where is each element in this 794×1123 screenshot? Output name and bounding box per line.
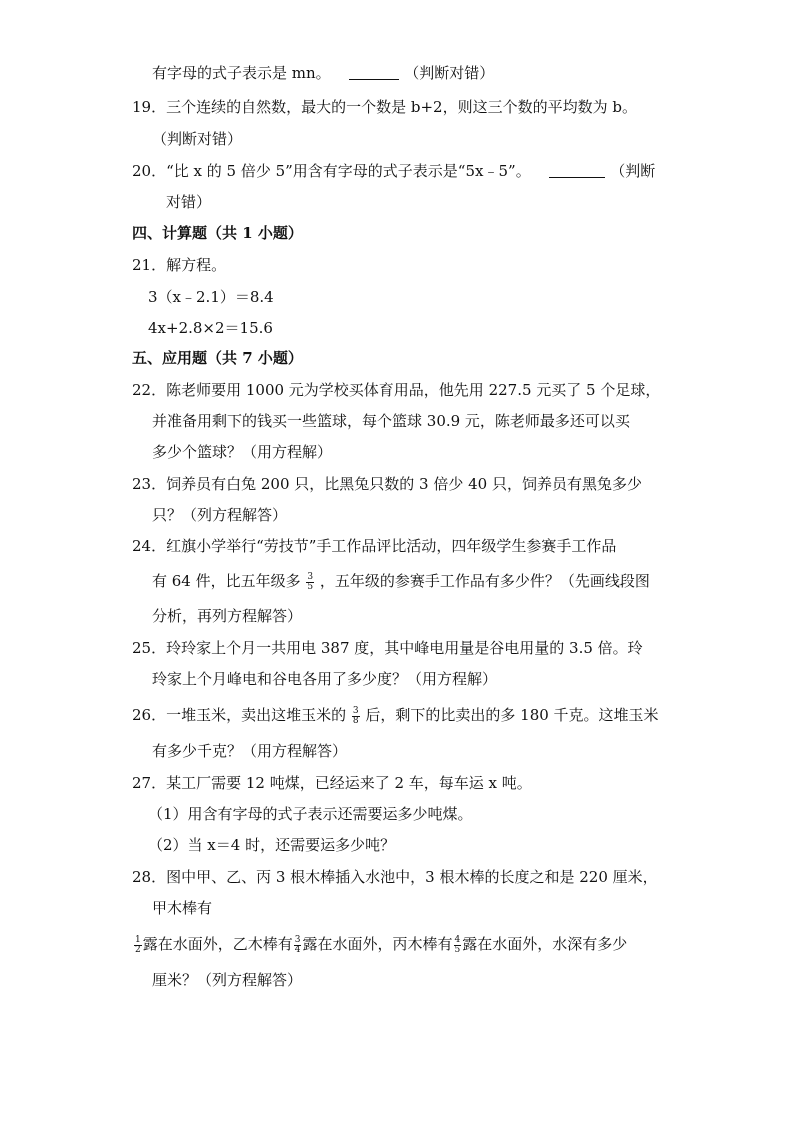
q25-line-2: 玲家上个月峰电和谷电各用了多少度？（用方程解） [152, 670, 498, 688]
q18-text: 有字母的式子表示是 mn。 [152, 64, 331, 82]
q23-line-1: 23．饲养员有白兔 200 只，比黑兔只数的 3 倍少 40 只，饲养员有黑兔多少 [132, 475, 642, 493]
q28-line-4: 厘米？（列方程解答） [152, 971, 303, 989]
q22-line-1: 22．陈老师要用 1000 元为学校买体育用品，他先用 227.5 元买了 5 个足球， [132, 381, 661, 399]
q28-text-a: 露在水面外，乙木棒有 [142, 935, 293, 953]
equation-1: 3（x﹣2.1）＝8.4 [148, 288, 274, 306]
q21-line: 21．解方程。 [132, 256, 227, 274]
fraction-denominator: 2 [135, 944, 141, 955]
q27-part-1: （1）用含有字母的式子表示还需要运多少吨煤。 [148, 805, 473, 823]
q28-text-b: 露在水面外，丙木棒有 [302, 935, 453, 953]
q28-text-c: 露在水面外，水深有多少 [462, 935, 628, 953]
q24-line-1: 24．红旗小学举行“劳技节”手工作品评比活动，四年级学生参赛手工作品 [132, 537, 617, 555]
fraction-numerator: 3 [352, 705, 359, 716]
q18-continuation [152, 62, 494, 84]
q26-line-2: 有多少千克？（用方程解答） [152, 742, 348, 760]
q19-line: 19．三个连续的自然数，最大的一个数是 b+2，则这三个数的平均数为 b。 [132, 98, 637, 116]
fraction-four-fifths [454, 936, 462, 955]
answer-blank [349, 64, 399, 80]
fraction-numerator: 3 [294, 934, 301, 945]
answer-blank [549, 162, 605, 178]
q24-text-b: ，五年级的参赛手工作品有多少件？（先画线段图 [319, 572, 650, 590]
section-5-heading: 五、应用题（共 7 小题） [132, 349, 303, 367]
q26-line-1 [132, 704, 659, 726]
fraction-three-fifths [306, 573, 314, 592]
fraction-denominator: 5 [307, 581, 314, 592]
fraction-denominator: 5 [454, 944, 461, 955]
fraction-one-half [134, 936, 142, 955]
fraction-denominator: 8 [352, 715, 359, 726]
fraction-denominator: 4 [294, 944, 301, 955]
q25-line-1: 25．玲玲家上个月一共用电 387 度，其中峰电用量是谷电用量的 3.5 倍。玲 [132, 639, 643, 657]
q27-part-2: （2）当 x＝4 时，还需要运多少吨？ [148, 836, 396, 854]
fraction-three-quarters [294, 936, 302, 955]
equation-2: 4x+2.8×2＝15.6 [148, 319, 273, 337]
q28-line-1: 28．图中甲、乙、丙 3 根木棒插入水池中，3 根木棒的长度之和是 220 厘米， [132, 868, 658, 886]
q24-text-a: 有 64 件，比五年级多 [152, 572, 301, 590]
fraction-numerator: 3 [307, 571, 314, 582]
q20-text: 20．“比 x 的 5 倍少 5”用含有字母的式子表示是“5x﹣5”。 [132, 162, 531, 180]
q19-tail: （判断对错） [152, 130, 243, 148]
q28-line-2: 甲木棒有 [152, 899, 213, 917]
fraction-numerator: 4 [454, 934, 461, 945]
q20-tail-2: 对错） [166, 193, 212, 211]
q20-line [132, 160, 655, 182]
q22-line-3: 多少个篮球？（用方程解） [152, 443, 333, 461]
q26-text-a: 26．一堆玉米，卖出这堆玉米的 [132, 706, 347, 724]
q20-tail: （判断 [610, 162, 656, 180]
fraction-numerator: 1 [135, 934, 141, 945]
q18-tail: （判断对错） [404, 64, 495, 82]
q26-text-b: 后，剩下的比卖出的多 180 千克。这堆玉米 [365, 706, 659, 724]
q24-line-2 [152, 570, 650, 592]
fraction-three-eighths [352, 707, 360, 726]
q22-line-2: 并准备用剩下的钱买一些篮球，每个篮球 30.9 元，陈老师最多还可以买 [152, 412, 630, 430]
q24-line-3: 分析，再列方程解答） [152, 607, 303, 625]
q23-line-2: 只？（列方程解答） [152, 506, 288, 524]
q27-line: 27．某工厂需要 12 吨煤，已经运来了 2 车，每车运 x 吨。 [132, 774, 532, 792]
q28-line-3 [134, 933, 627, 955]
section-4-heading: 四、计算题（共 1 小题） [132, 224, 303, 242]
